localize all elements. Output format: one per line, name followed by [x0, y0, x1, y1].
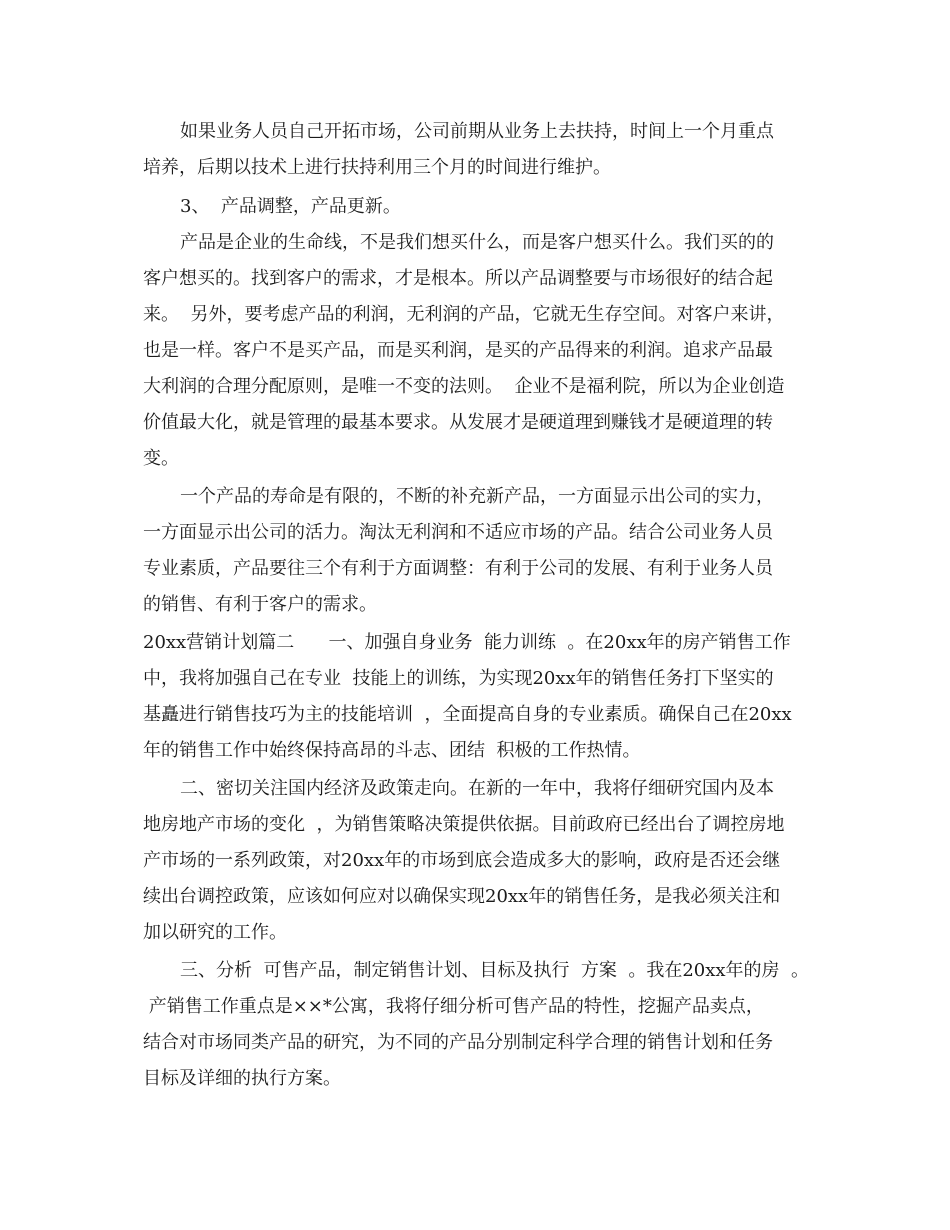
paragraph-line: 加以研究的工作。 [143, 922, 287, 943]
paragraph-line: 产品是企业的生命线，不是我们想买什么，而是客户想买什么。我们买的的 [180, 232, 774, 253]
paragraph-line: 一个产品的寿命是有限的，不断的补充新产品，一方面显示出公司的实力， [180, 486, 774, 507]
paragraph-line: 培养，后期以技术上进行扶持利用三个月的时间进行维护。 [143, 157, 611, 178]
paragraph-line: 来。 另外，要考虑产品的利润，无利润的产品，它就无生存空间。对客户来讲， [143, 304, 785, 325]
paragraph-line: 价值最大化，就是管理的最基本要求。从发展才是硬道理到赚钱才是硬道理的转 [143, 412, 773, 433]
paragraph-line: 的销售、有利于客户的需求。 [143, 594, 377, 615]
paragraph-line: 续出台调控政策，应该如何应对以确保实现20xx年的销售任务，是我必须关注和 [143, 886, 781, 907]
paragraph-line: 基矗进行销售技巧为主的技能培训 ，全面提高自身的专业素质。确保自己在20xx [143, 704, 792, 725]
paragraph-line: 20xx营销计划篇二 一、加强自身业务 能力训练 。在20xx年的房产销售工作 [143, 632, 791, 653]
paragraph-line: 地房地产市场的变化 ，为销售策略决策提供依据。目前政府已经出台了调控房地 [143, 814, 785, 835]
paragraph-line: 客户想买的。找到客户的需求，才是根本。所以产品调整要与市场很好的结合起 [143, 268, 773, 289]
paragraph-line: 中，我将加强自己在专业 技能上的训练，为实现20xx年的销售任务打下坚实的 [143, 668, 774, 689]
paragraph-line: 一方面显示出公司的活力。淘汰无利润和不适应市场的产品。结合公司业务人员 [143, 522, 773, 543]
paragraph-line: 年的销售工作中始终保持高昂的斗志、团结 积极的工作热情。 [143, 740, 641, 761]
paragraph-line: 产销售工作重点是××*公寓，我将仔细分析可售产品的特性，挖掘产品卖点， [143, 996, 764, 1017]
paragraph-line: 也是一样。客户不是买产品，而是买利润，是买的产品得来的利润。追求产品最 [143, 340, 773, 361]
paragraph-line: 结合对市场同类产品的研究，为不同的产品分别制定科学合理的销售计划和任务 [143, 1032, 773, 1053]
paragraph-line: 如果业务人员自己开拓市场，公司前期从业务上去扶持，时间上一个月重点 [180, 121, 774, 142]
paragraph-line: 专业素质，产品要往三个有利于方面调整：有利于公司的发展、有利于业务人员 [143, 558, 773, 579]
paragraph-line: 大利润的合理分配原则，是唯一不变的法则。 企业不是福利院，所以为企业创造 [143, 376, 785, 397]
paragraph-line: 二、密切关注国内经济及政策走向。在新的一年中，我将仔细研究国内及本 [180, 778, 774, 799]
paragraph-line: 产市场的一系列政策，对20xx年的市场到底会造成多大的影响，政府是否还会继 [143, 850, 781, 871]
paragraph-line: 变。 [143, 448, 179, 469]
paragraph-line: 三、分析 可售产品，制定销售计划、目标及执行 方案 。我在20xx年的房 。 [180, 960, 809, 981]
section-heading: 3、 产品调整，产品更新。 [180, 196, 401, 217]
paragraph-line: 目标及详细的执行方案。 [143, 1068, 341, 1089]
